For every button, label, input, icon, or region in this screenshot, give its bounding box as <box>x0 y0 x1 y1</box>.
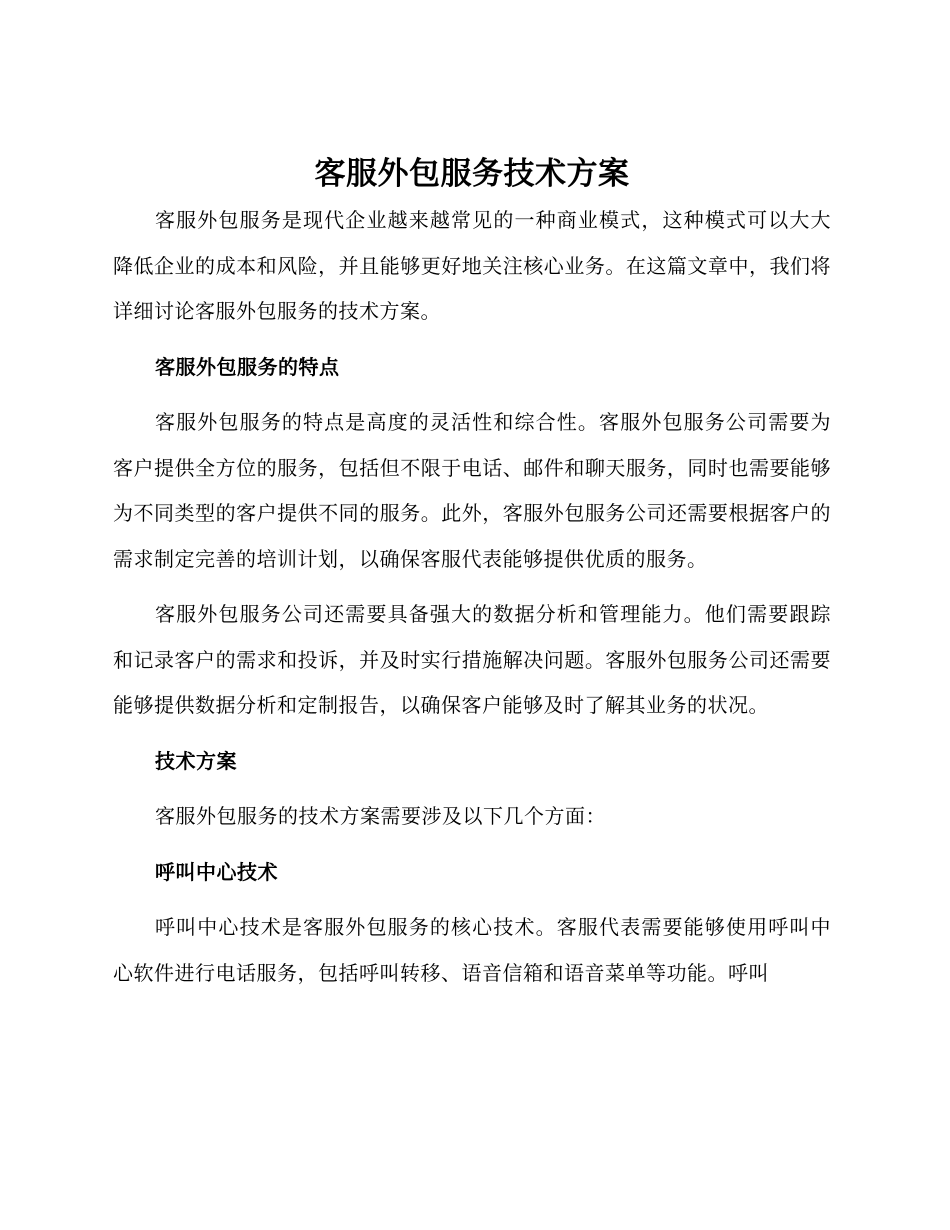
section-heading-technical-plan: 技术方案 <box>155 748 237 773</box>
technical-plan-paragraph: 客服外包服务的技术方案需要涉及以下几个方面： <box>155 804 606 828</box>
intro-paragraph: 客服外包服务是现代企业越来越常见的一种商业模式，这种模式可以大大降低企业的成本和风险，并且能够更好地关注核心业务。在这篇文章中，我们将详细讨论客服外包服务的技术方案。 <box>113 208 831 323</box>
document-body <box>113 150 831 1006</box>
section-heading-call-center: 呼叫中心技术 <box>155 859 278 884</box>
features-paragraph-2: 客服外包服务公司还需要具备强大的数据分析和管理能力。他们需要跟踪和记录客户的需求和投诉，并及时实行措施解决问题。客服外包服务公司还需要能够提供数据分析和定制报告，以确保客户能够及时了解其业务的状况。 <box>113 602 831 717</box>
document-title: 客服外包服务技术方案 <box>314 156 630 192</box>
call-center-paragraph: 呼叫中心技术是客服外包服务的核心技术。客服代表需要能够使用呼叫中心软件进行电话服务，包括呼叫转移、语音信箱和语音菜单等功能。呼叫 <box>113 915 831 985</box>
features-paragraph-1: 客服外包服务的特点是高度的灵活性和综合性。客服外包服务公司需要为客户提供全方位的服务，包括但不限于电话、邮件和聊天服务，同时也需要能够为不同类型的客户提供不同的服务。此外，客服外包服务公司还需要根据客户的需求制定完善的培训计划，以确保客服代表能够提供优质的服务。 <box>113 410 831 571</box>
section-heading-features: 客服外包服务的特点 <box>155 354 340 379</box>
